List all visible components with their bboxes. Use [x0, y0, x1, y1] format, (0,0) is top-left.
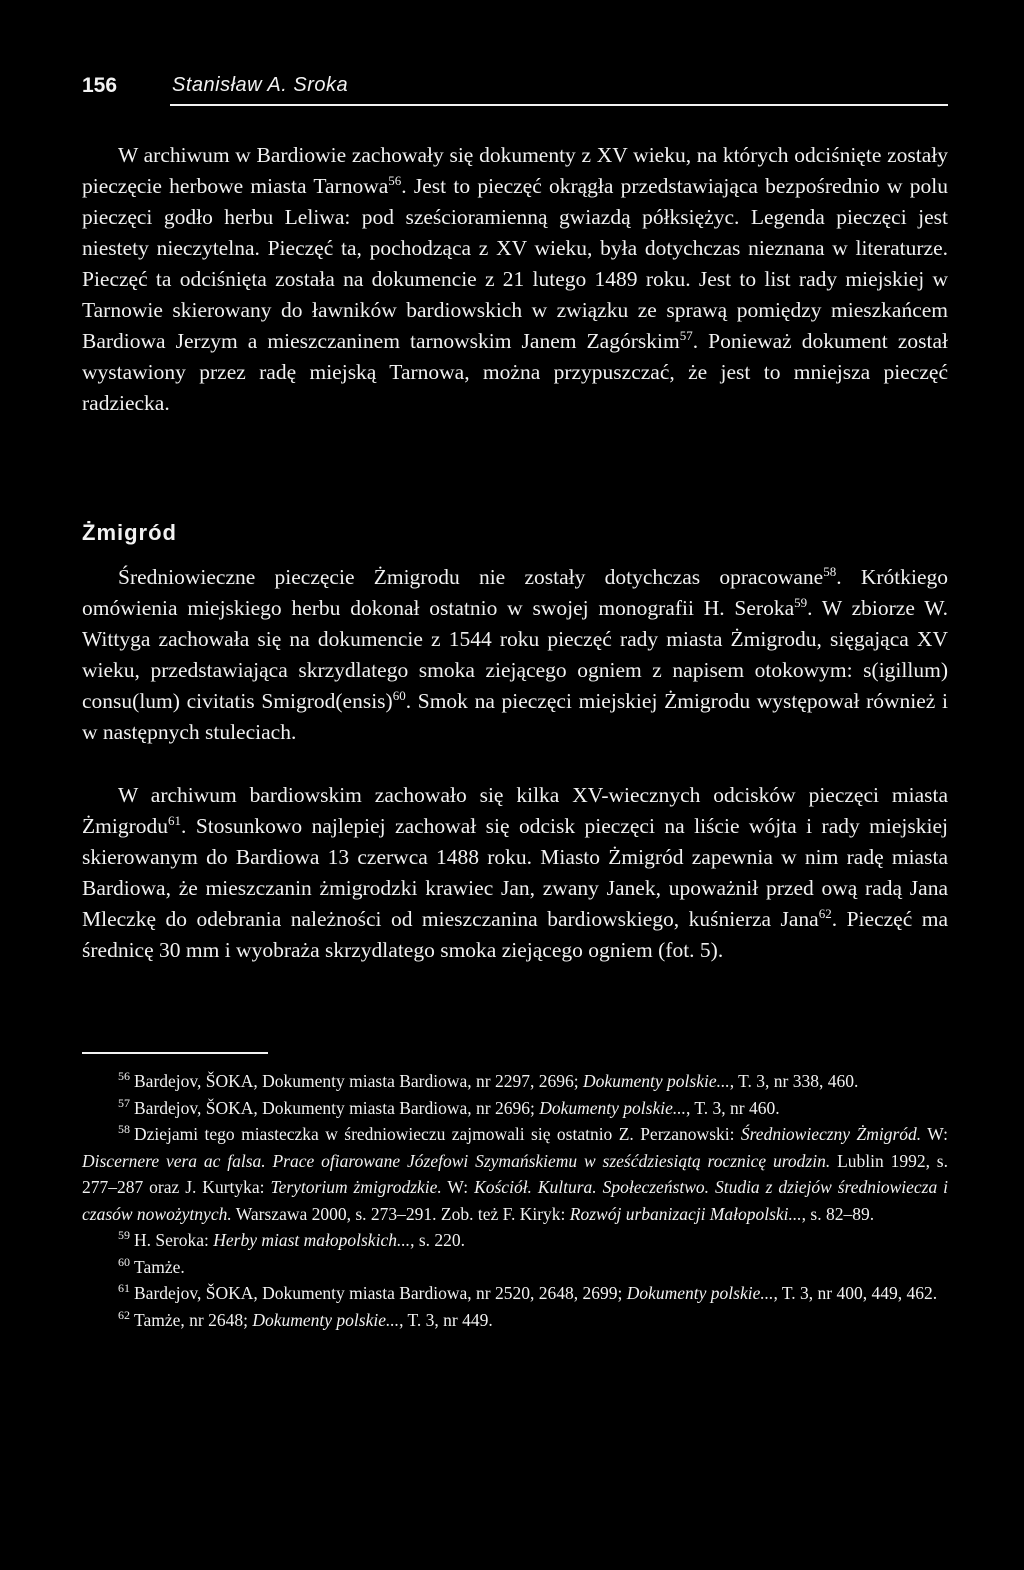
paragraph-zmigrod-seals	[82, 562, 948, 748]
footnote-text: Bardejov, ŠOKA, Dokumenty miasta Bardiowa, nr 2696;	[134, 1097, 540, 1118]
footnote-text: , T. 3, nr 400, 449, 462.	[773, 1283, 938, 1303]
footnote-title: Terytorium żmigrodzkie.	[270, 1177, 442, 1197]
paragraph-text: Średniowieczne pieczęcie Żmigrodu nie zostały dotychczas opracowane	[118, 565, 824, 589]
header-rule	[170, 104, 948, 106]
footnote-number: 59	[118, 1228, 130, 1242]
footnote-62	[82, 1307, 948, 1334]
footnote-title: Discernere vera ac falsa. Prace ofiarowane Józefowi Szymańskiemu w sześćdziesiątą rocznicę urodzin.	[82, 1150, 831, 1171]
footnote-text: , T. 3, nr 449.	[399, 1309, 493, 1330]
footnote-number: 58	[118, 1122, 130, 1136]
footnote-number: 62	[118, 1307, 130, 1322]
footnote-title: Dokumenty polskie...	[626, 1283, 774, 1303]
paragraph-text: . Ponieważ dokument został wystawiony przez radę miejską Tarnowa, można przypuszczać, że jest to mniejsza pieczęć radziecka.	[82, 329, 948, 415]
footnote-title: Średniowieczny Żmigród.	[740, 1124, 922, 1144]
footnote-title: Dokumenty polskie...	[539, 1097, 686, 1118]
footnote-text: Tamże, nr 2648;	[134, 1309, 253, 1330]
footnote-title: Kościół. Kultura. Społeczeństwo. Studia z dziejów średniowiecza i czasów nowożytnych.	[82, 1177, 948, 1224]
footnote-title: Dokumenty polskie...	[252, 1309, 400, 1330]
footnote-ref-58[interactable]: 58	[823, 564, 837, 579]
paragraph-text: W archiwum w Bardiowie zachowały się dokumenty z XV wieku, na których odciśnięte zostały pieczęcie herbowe miasta Tarnowa	[82, 143, 948, 198]
footnote-text: Warszawa 2000, s. 273–291. Zob. też F. Kiryk:	[231, 1203, 570, 1224]
footnote-60	[82, 1254, 948, 1281]
footnote-text: W:	[921, 1124, 948, 1144]
paragraph-text: . Smok na pieczęci miejskiej Żmigrodu występował również i w następnych stuleciach.	[82, 689, 948, 744]
footnote-ref-62[interactable]: 62	[818, 906, 832, 921]
footnote-title: Herby miast małopolskich...	[213, 1230, 411, 1250]
footnote-ref-60[interactable]: 60	[392, 688, 406, 703]
footnote-number: 56	[118, 1069, 130, 1083]
footnote-text: Bardejov, ŠOKA, Dokumenty miasta Bardiowa, nr 2520, 2648, 2699;	[134, 1283, 627, 1303]
paragraph-text: W archiwum bardiowskim zachowało się kilka XV-wiecznych odcisków pieczęci miasta Żmigrodu	[82, 783, 948, 838]
footnote-59	[82, 1227, 948, 1254]
footnote-text: W:	[441, 1177, 475, 1197]
footnote-number: 61	[118, 1281, 130, 1295]
footnote-title: Dokumenty polskie...	[582, 1071, 730, 1091]
footnote-56	[82, 1068, 948, 1095]
running-head: Stanisław A. Sroka	[172, 74, 349, 96]
footnote-ref-57[interactable]: 57	[679, 328, 693, 343]
footnote-text: , T. 3, nr 338, 460.	[729, 1071, 859, 1091]
footnote-text: Tamże.	[134, 1256, 185, 1277]
paragraph-text: . Pieczęć ma średnicę 30 mm i wyobraża skrzydlatego smoka ziejącego ogniem (fot. 5).	[82, 907, 948, 962]
footnote-ref-59[interactable]: 59	[794, 595, 808, 610]
footnote-text: Lublin 1992, s. 277–287 oraz J. Kurtyka:	[82, 1150, 948, 1197]
footnote-title: Rozwój urbanizacji Małopolski...	[569, 1203, 802, 1224]
footnote-number: 57	[118, 1095, 130, 1110]
paragraph-text: . W zbiorze W. Wittyga zachowała się na dokumencie z 1544 roku pieczęć rady miasta Żmigrodu, sięgająca XV wieku, przedstawiająca skrzydlatego smoka ziejącego ogniem z napisem otokowym: s(igillum) consu(lum) civitatis Smigrod(ensis)	[82, 596, 948, 713]
footnote-ref-61[interactable]: 61	[168, 813, 181, 828]
page-number: 156	[82, 74, 118, 97]
footnotes	[82, 1068, 948, 1333]
paragraph-text: . Krótkiego omówienia miejskiego herbu dokonał ostatnio w swojej monografii H. Seroka	[82, 565, 948, 620]
section-heading: Żmigród	[82, 520, 177, 545]
footnote-61	[82, 1280, 948, 1307]
footnote-text: Bardejov, ŠOKA, Dokumenty miasta Bardiowa, nr 2297, 2696;	[134, 1071, 583, 1091]
footnote-separator	[82, 1052, 268, 1054]
paragraph-text: . Jest to pieczęć okrągła przedstawiająca bezpośrednio w polu pieczęci godło herbu Leliwa: pod sześcioramienną gwiazdą półksiężyc. Legenda pieczęci jest niestety nieczytelna. Pieczęć ta, pochodząca z XV wieku, była dotychczas nieznana w literaturze. Pieczęć ta odciśnięta została na dokumencie z 21 lutego 1489 roku. Jest to list rady miejskiej w Tarnowie skierowany do ławników bardiowskich w związku ze sprawą pomiędzy mieszkańcem Bardiowa Jerzym a mieszczaninem tarnowskim Janem Zagórskim	[82, 174, 948, 353]
footnote-text: H. Seroka:	[134, 1230, 214, 1250]
footnote-text: , s. 220.	[410, 1230, 466, 1250]
footnote-ref-56[interactable]: 56	[388, 173, 402, 188]
paragraph-bardiow-archive	[82, 780, 948, 966]
footnote-58	[82, 1121, 948, 1227]
page-header	[82, 72, 948, 106]
footnote-text: , s. 82–89.	[801, 1203, 875, 1224]
footnote-text: , T. 3, nr 460.	[685, 1097, 780, 1118]
paragraph-text: . Stosunkowo najlepiej zachował się odcisk pieczęci na liście wójta i rady miejskiej skierowanym do Bardiowa 13 czerwca 1488 roku. Miasto Żmigród zapewnia w nim radę miasta Bardiowa, że mieszczanin żmigrodzki krawiec Jan, zwany Janek, upoważnił przed ową radą Jana Mleczkę do odebrania należności od mieszczanina bardiowskiego, kuśnierza Jana	[82, 814, 948, 931]
paragraph-tarnow-seal	[82, 140, 948, 419]
footnote-number: 60	[118, 1254, 130, 1269]
footnote-text: Dziejami tego miasteczka w średniowieczu zajmowali się ostatnio Z. Perzanowski:	[134, 1124, 741, 1144]
footnote-57	[82, 1095, 948, 1122]
